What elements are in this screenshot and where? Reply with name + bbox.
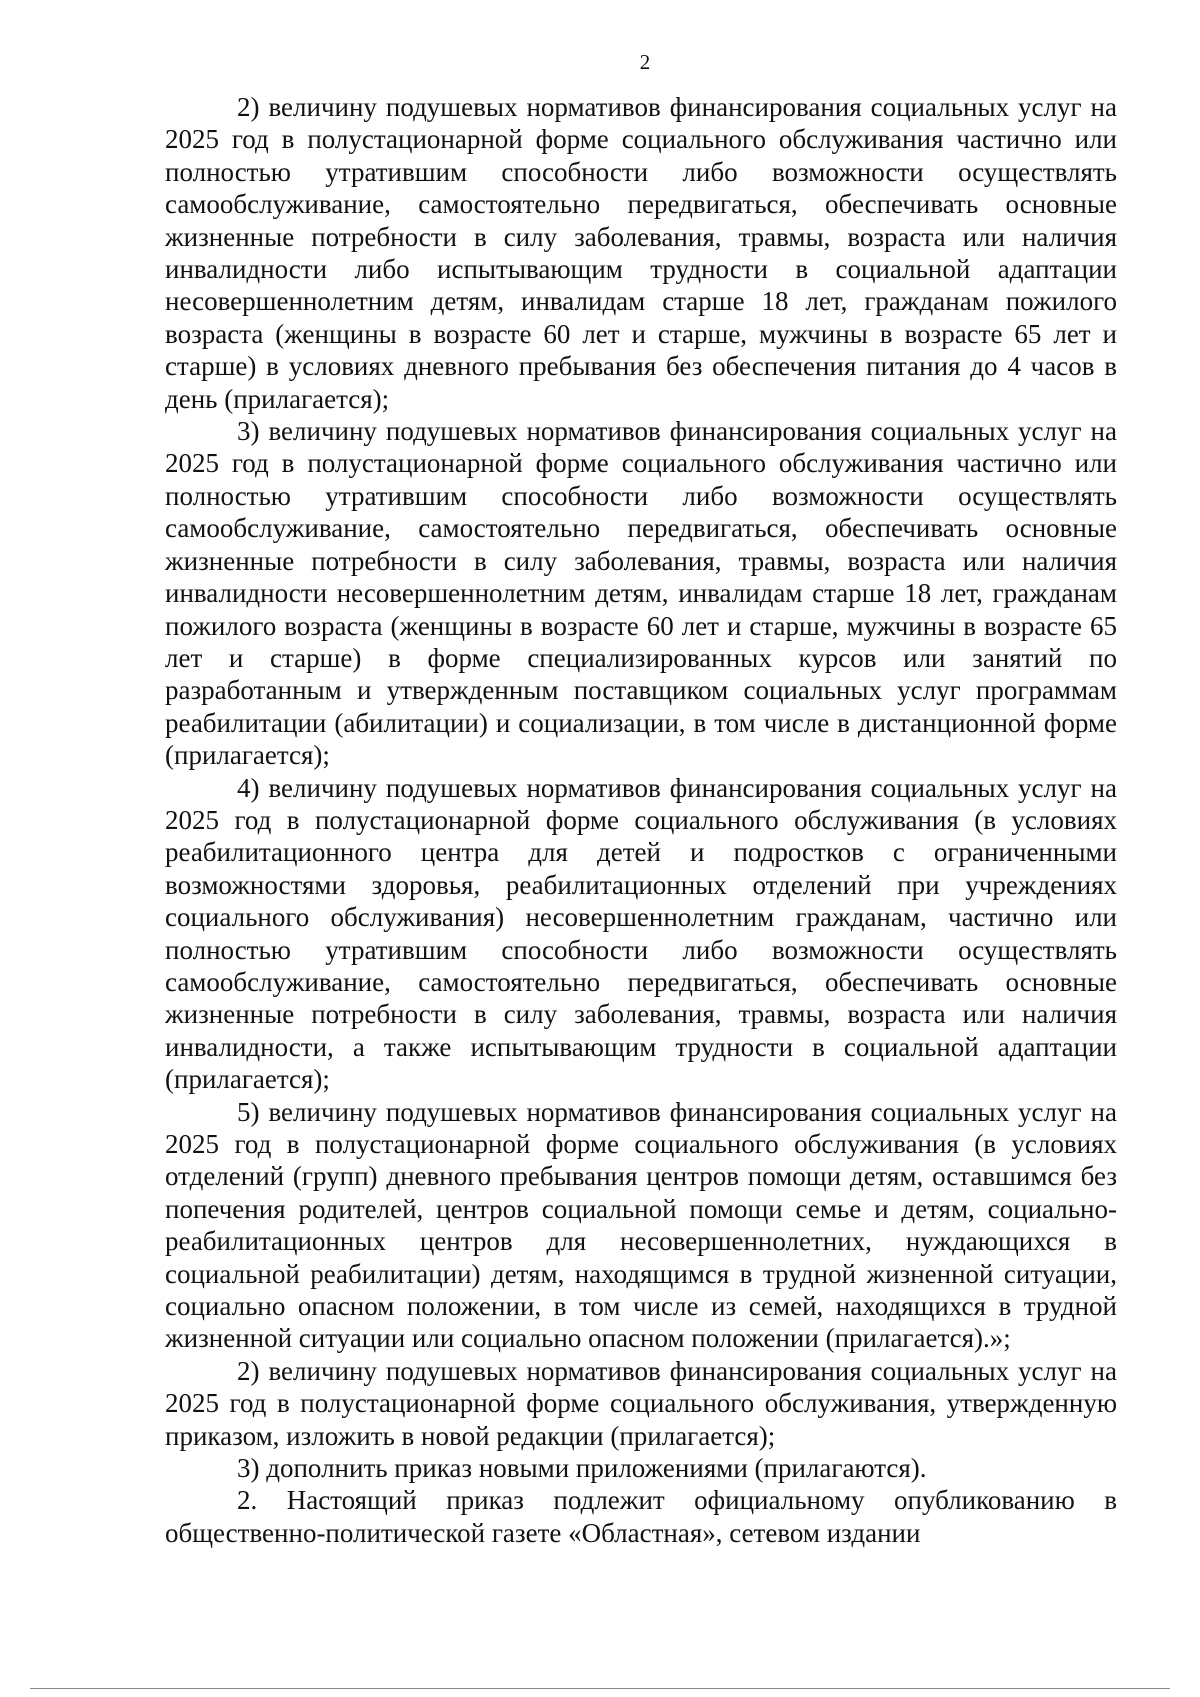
paragraph-item-2: 2) величину подушевых нормативов финансирования социальных услуг на 2025 год в полустационарной форме социального обслуживания частично или полностью утратившим способности либо возможности осуществлять самообслуживание, самостоятельно передвигаться, обеспечивать основные жизненные потребности в силу заболевания, травмы, возраста или наличия инвалидности либо испытывающим трудности в социальной адаптации несовершеннолетним детям, инвалидам старше 18 лет, гражданам пожилого возраста (женщины в возрасте 60 лет и старше, мужчины в возрасте 65 лет и старше) в условиях дневного пребывания без обеспечения питания до 4 часов в день (прилагается); bbox=[165, 92, 1117, 414]
page-number: 2 bbox=[639, 50, 651, 74]
paragraph-item-5: 5) величину подушевых нормативов финансирования социальных услуг на 2025 год в полустационарной форме социального обслуживания (в условиях отделений (групп) дневного пребывания центров помощи детям, оставшимся без попечения родителей, центров социальной помощи семье и детям, социально-реабилитационных центров для несовершеннолетних, нуждающихся в социальной реабилитации) детям, находящимся в трудной жизненной ситуации, социально опасном положении, в том числе из семей, находящихся в трудной жизненной ситуации или социально опасном положении (прилагается).»; bbox=[165, 1096, 1117, 1354]
paragraph-subitem-2: 2) величину подушевых нормативов финансирования социальных услуг на 2025 год в полустационарной форме социального обслуживания, утвержденную приказом, изложить в новой редакции (прилагается); bbox=[165, 1355, 1117, 1451]
page-bottom-divider bbox=[30, 1688, 1170, 1689]
paragraph-item-3: 3) величину подушевых нормативов финансирования социальных услуг на 2025 год в полустационарной форме социального обслуживания частично или полностью утратившим способности либо возможности осуществлять самообслуживание, самостоятельно передвигаться, обеспечивать основные жизненные потребности в силу заболевания, травмы, возраста или наличия инвалидности несовершеннолетним детям, инвалидам старше 18 лет, гражданам пожилого возраста (женщины в возрасте 60 лет и старше, мужчины в возрасте 65 лет и старше) в форме специализированных курсов или занятий по разработанным и утвержденным поставщиком социальных услуг программам реабилитации (абилитации) и социализации, в том числе в дистанционной форме (прилагается); bbox=[165, 416, 1117, 771]
document-body bbox=[165, 91, 1117, 1549]
paragraph-item-4: 4) величину подушевых нормативов финансирования социальных услуг на 2025 год в полустационарной форме социального обслуживания (в условиях реабилитационного центра для детей и подростков с ограниченными возможностями здоровья, реабилитационных отделений при учреждениях социального обслуживания) несовершеннолетним гражданам, частично или полностью утратившим способности либо возможности осуществлять самообслуживание, самостоятельно передвигаться, обеспечивать основные жизненные потребности в силу заболевания, травмы, возраста или наличия инвалидности, а также испытывающим трудности в социальной адаптации (прилагается); bbox=[165, 772, 1117, 1095]
paragraph-point-2: 2. Настоящий приказ подлежит официальному опубликованию в общественно-политической газете «Областная», сетевом издании bbox=[165, 1485, 1117, 1548]
paragraph-subitem-3: 3) дополнить приказ новыми приложениями (прилагаются). bbox=[237, 1453, 927, 1484]
